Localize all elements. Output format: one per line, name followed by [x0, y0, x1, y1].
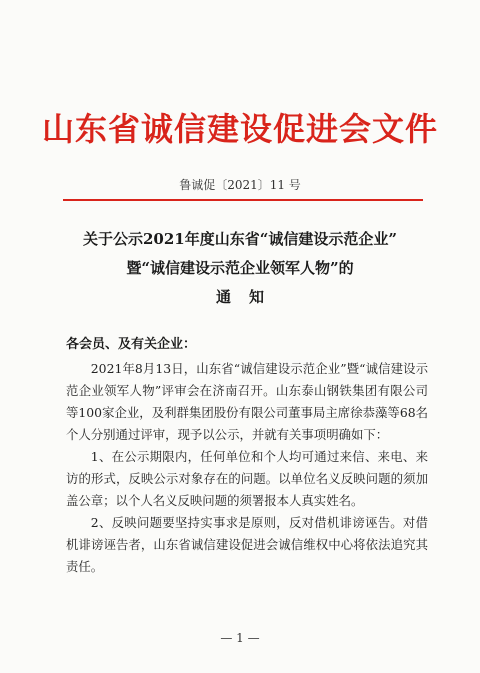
page-number: — 1 — [220, 631, 260, 645]
paragraph-1: 2021年8月13日，山东省“诚信建设示范企业”暨“诚信建设示范企业领军人物”评审会在济南召开。山东泰山钢铁集团有限公司等100家企业，及利群集团股份有限公司董事局主席徐恭藻等68名个人分别通过评审，现予以公示，并就有关事项明确如下： [66, 361, 428, 442]
salutation: 各会员、及有关企业： [66, 337, 197, 352]
org-title: 山东省诚信建设促进会文件 [41, 110, 438, 148]
body-text [66, 358, 428, 578]
notice-title-line-2: 暨“诚信建设示范企业领军人物”的 [126, 259, 354, 277]
notice-title-line-3: 通知 [215, 288, 282, 306]
red-divider [63, 199, 423, 201]
notice-title-line-1: 关于公示2021年度山东省“诚信建设示范企业” [82, 230, 397, 248]
doc-number: 鲁诚促〔2021〕11 号 [179, 178, 301, 192]
notice-title [0, 225, 480, 312]
paragraph-3: 2、反映问题要坚持实事求是原则，反对借机诽谤诬告。对借机诽谤诬告者，山东省诚信建设促进会诚信维权中心将依法追究其责任。 [66, 515, 428, 574]
paragraph-2: 1、在公示期限内，任何单位和个人均可通过来信、来电、来访的形式，反映公示对象存在的问题。以单位名义反映问题的须加盖公章；以个人名义反映问题的须署报本人真实姓名。 [66, 449, 428, 508]
